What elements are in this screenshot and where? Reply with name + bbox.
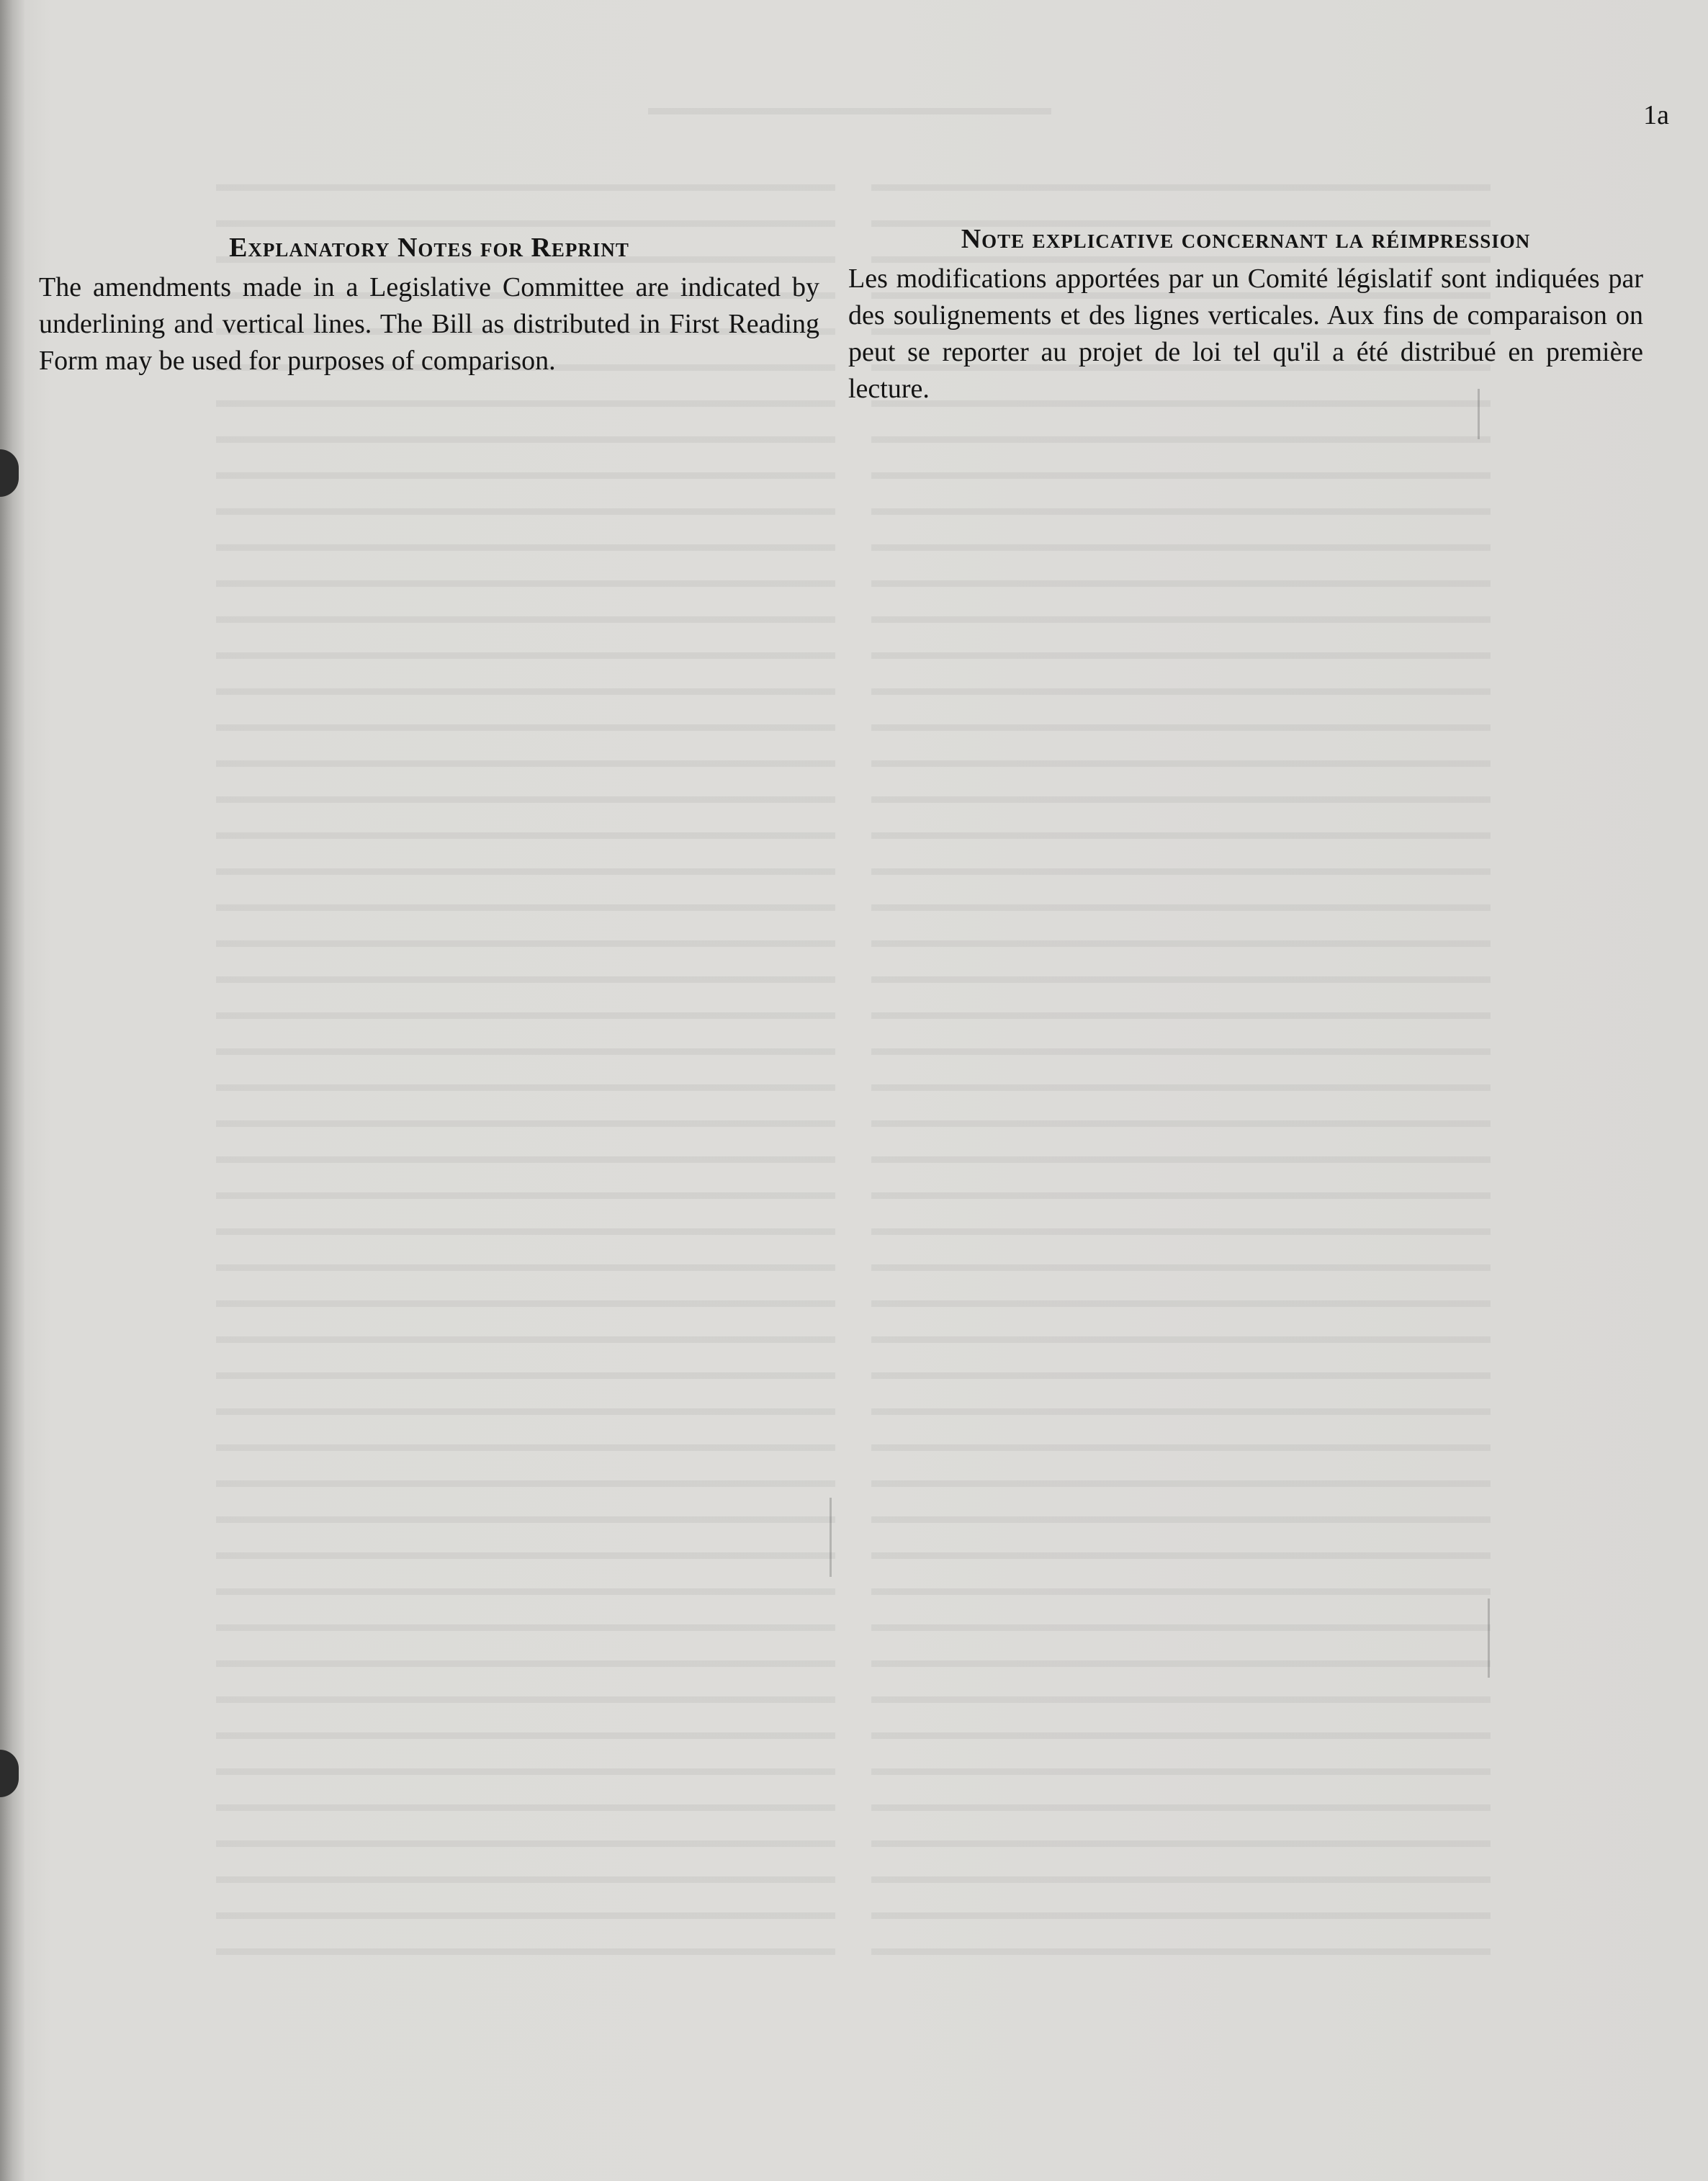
- show-through-header: [648, 108, 1051, 130]
- french-explanatory-note: [848, 223, 1643, 408]
- note-body: The amendments made in a Legislative Committee are indicated by underlining and vertical lines. The Bill as distributed in First Reading Form may be used for purposes of comparison.: [39, 272, 819, 376]
- show-through-column: [871, 184, 1491, 1984]
- show-through-margin-line: [830, 1498, 832, 1577]
- page-number: 1a: [1643, 100, 1669, 130]
- show-through-margin-line: [1488, 1598, 1490, 1678]
- note-heading: Explanatory Notes for Reprint: [229, 233, 629, 263]
- binding-edge: [0, 0, 24, 2181]
- show-through-column: [216, 184, 835, 1984]
- english-explanatory-note: [39, 232, 819, 379]
- note-heading: Note explicative concernant la réimpression: [961, 224, 1531, 254]
- note-body: Les modifications apportées par un Comité législatif sont indiquées par des soulignements et des lignes verticales. Aux fins de comparaison on peut se reporter au projet de loi tel qu'il a été distribué en première lecture.: [848, 264, 1643, 404]
